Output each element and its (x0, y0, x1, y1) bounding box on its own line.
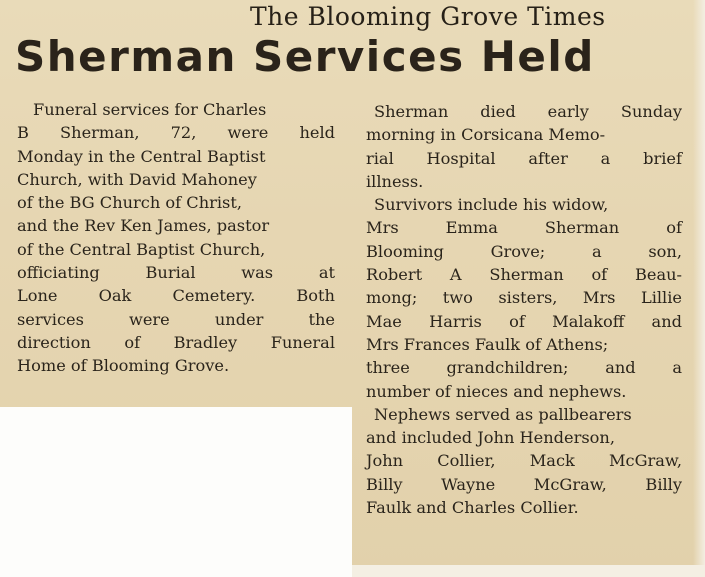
article-column-left (17, 98, 335, 378)
article-line: Faulk and Charles Collier. (366, 498, 579, 518)
article-line: John Collier, Mack McGraw, (366, 451, 682, 471)
headline: Sherman Services Held (15, 32, 595, 81)
article-line: Funeral services for Charles (33, 100, 267, 119)
article-line: Blooming Grove; a son, (366, 241, 682, 261)
article-line: Sherman died early Sunday (374, 102, 682, 121)
article-line: mong; two sisters, Mrs Lillie (366, 288, 682, 308)
scan-edge (693, 0, 705, 577)
article-line: number of nieces and nephews. (366, 381, 627, 401)
article-line: B Sherman, 72, were held (17, 123, 335, 143)
article-line: and included John Henderson, (366, 428, 615, 448)
article-line: services were under the (17, 309, 335, 329)
article-line: Home of Blooming Grove. (17, 356, 230, 376)
article-line: Survivors include his widow, (374, 195, 609, 215)
article-line: Mae Harris of Malakoff and (366, 311, 682, 331)
article-line: Church, with David Mahoney (17, 169, 257, 189)
article-line: illness. (366, 171, 424, 191)
article-line: and the Rev Ken James, pastor (17, 216, 270, 236)
article-line: Mrs Frances Faulk of Athens; (366, 334, 609, 354)
article-line: Billy Wayne McGraw, Billy (366, 474, 682, 494)
article-line: of the BG Church of Christ, (17, 193, 242, 213)
article-line: Monday in the Central Baptist (17, 146, 266, 166)
article-line: rial Hospital after a brief (366, 148, 682, 168)
article-line: Mrs Emma Sherman of (366, 218, 682, 238)
article-line: direction of Bradley Funeral (17, 332, 335, 352)
article-line: Nephews served as pallbearers (374, 404, 632, 424)
article-column-right (366, 100, 682, 519)
article-line: three grandchildren; and a (366, 358, 682, 378)
article-line: Robert A Sherman of Beau- (366, 265, 682, 285)
article-line: officiating Burial was at (17, 263, 335, 283)
article-line: morning in Corsicana Memo- (366, 125, 606, 145)
masthead: The Blooming Grove Times (250, 2, 606, 31)
article-line: of the Central Baptist Church, (17, 239, 266, 259)
blank-scan-area (0, 407, 352, 577)
article-line: Lone Oak Cemetery. Both (17, 286, 335, 306)
scan-edge-bottom (352, 565, 705, 577)
